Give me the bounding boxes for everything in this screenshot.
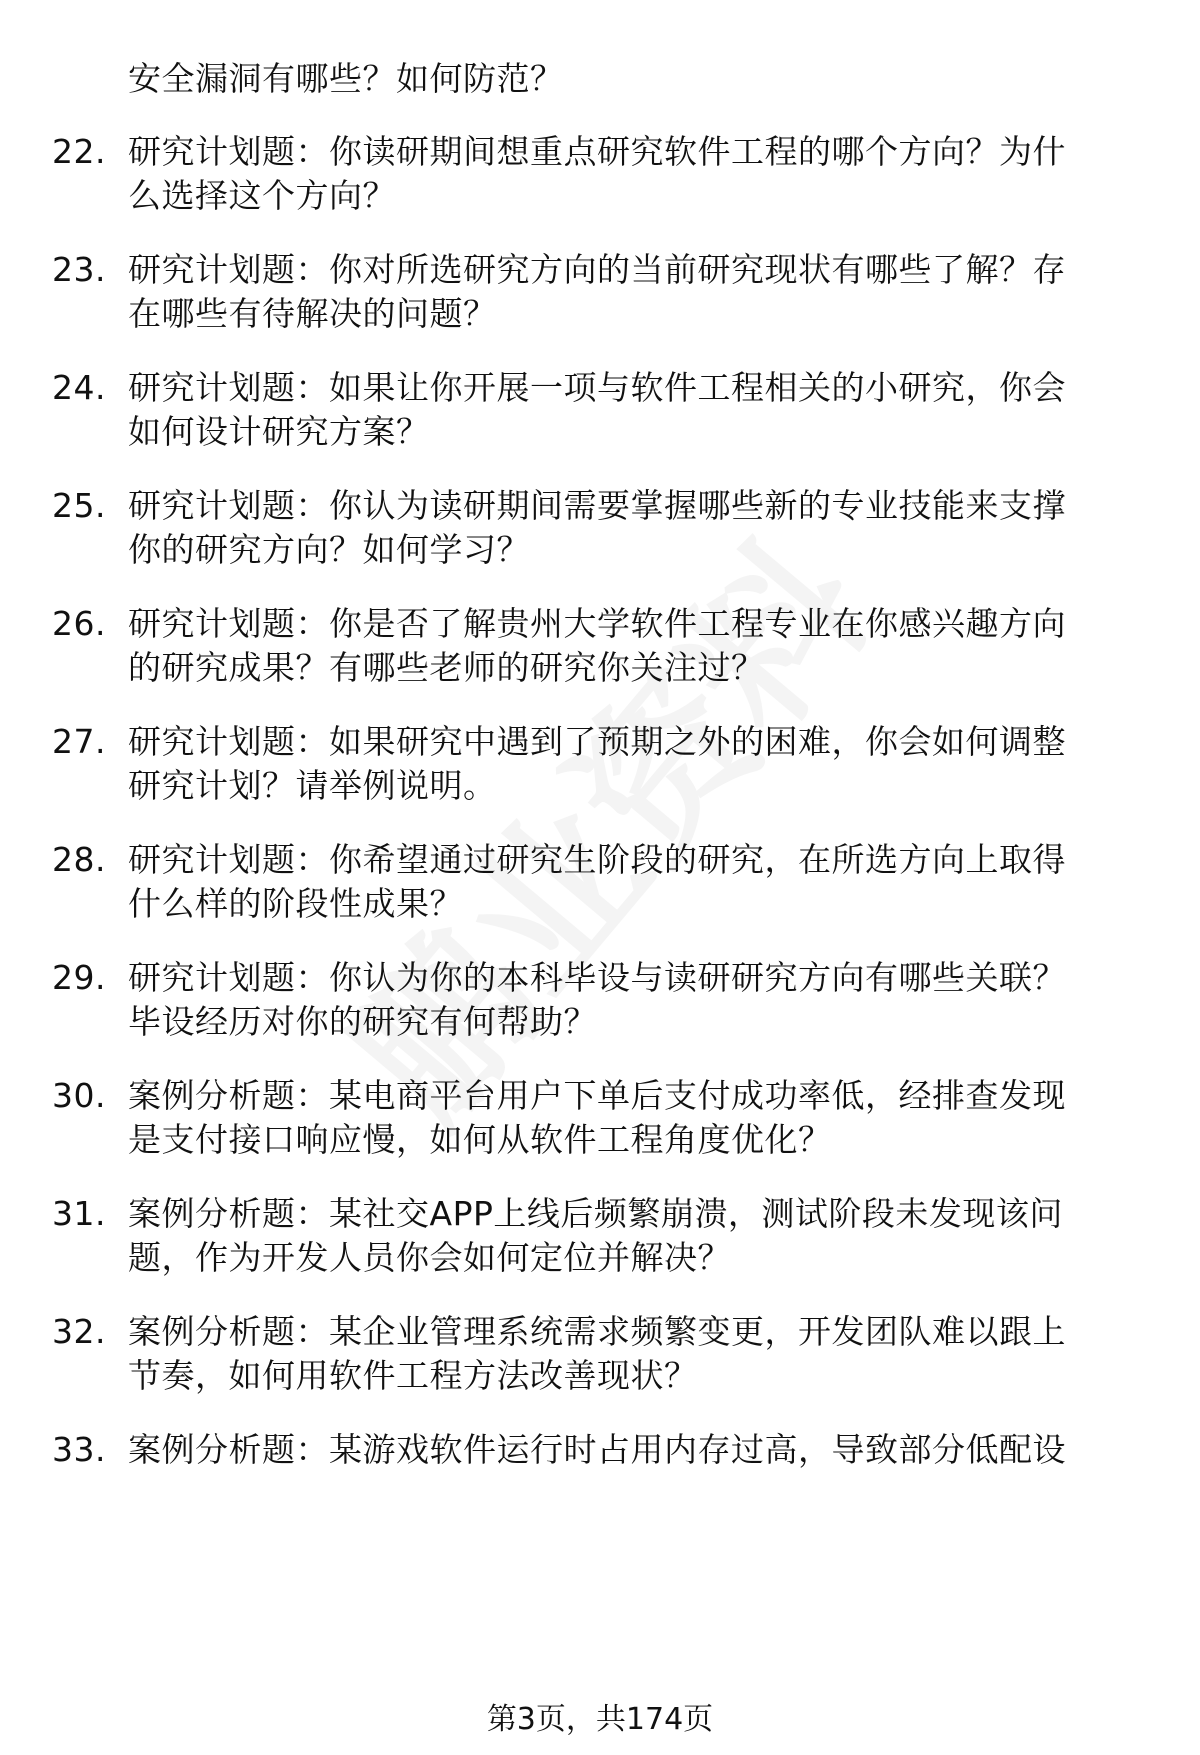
item-line: 研究计划题：你对所选研究方向的当前研究现状有哪些了解？存: [128, 250, 1066, 289]
item-line: 如何设计研究方案？: [128, 412, 430, 451]
item-line: 研究计划题：你是否了解贵州大学软件工程专业在你感兴趣方向: [128, 604, 1066, 643]
item-number: 22.: [52, 132, 106, 171]
item-line: 是支付接口响应慢，如何从软件工程角度优化？: [128, 1120, 832, 1159]
item-line: 在哪些有待解决的问题？: [128, 294, 497, 333]
item-number: 26.: [52, 604, 106, 643]
item-line: 什么样的阶段性成果？: [128, 884, 463, 923]
item-line: 研究计划？请举例说明。: [128, 766, 497, 805]
item-line: 毕设经历对你的研究有何帮助？: [128, 1002, 597, 1041]
item-line: 题，作为开发人员你会如何定位并解决？: [128, 1238, 731, 1277]
item-line: 案例分析题：某游戏软件运行时占用内存过高，导致部分低配设: [128, 1430, 1066, 1469]
item-line: 研究计划题：如果让你开展一项与软件工程相关的小研究，你会: [128, 368, 1066, 407]
item-number: 33.: [52, 1430, 106, 1469]
item-line: 研究计划题：你认为你的本科毕设与读研研究方向有哪些关联？: [128, 958, 1066, 997]
item-number: 32.: [52, 1312, 106, 1351]
item-number: 28.: [52, 840, 106, 879]
item-line: 案例分析题：某企业管理系统需求频繁变更，开发团队难以跟上: [128, 1312, 1066, 1351]
item-number: 31.: [52, 1194, 106, 1233]
item-line: 你的研究方向？如何学习？: [128, 530, 530, 569]
item-line: 么选择这个方向？: [128, 176, 396, 215]
item-line: 案例分析题：某电商平台用户下单后支付成功率低，经排查发现: [128, 1076, 1066, 1115]
page-footer: 第3页，共174页: [486, 1702, 714, 1737]
item-number: 29.: [52, 958, 106, 997]
item-number: 25.: [52, 486, 106, 525]
item-number: 30.: [52, 1076, 106, 1115]
item-line: 研究计划题：如果研究中遇到了预期之外的困难，你会如何调整: [128, 722, 1066, 761]
item-line: 研究计划题：你希望通过研究生阶段的研究，在所选方向上取得: [128, 840, 1066, 879]
item-line: 节奏，如何用软件工程方法改善现状？: [128, 1356, 698, 1395]
item-line: 的研究成果？有哪些老师的研究你关注过？: [128, 648, 765, 687]
item-line: 案例分析题：某社交APP上线后频繁崩溃，测试阶段未发现该问: [128, 1194, 1063, 1233]
item-number: 27.: [52, 722, 106, 761]
item-line: 研究计划题：你读研期间想重点研究软件工程的哪个方向？为什: [128, 132, 1066, 171]
item-number: 23.: [52, 250, 106, 289]
item-number: 24.: [52, 368, 106, 407]
item-line: 研究计划题：你认为读研期间需要掌握哪些新的专业技能来支撑: [128, 486, 1066, 525]
continuation-line: 安全漏洞有哪些？如何防范？: [128, 59, 564, 98]
